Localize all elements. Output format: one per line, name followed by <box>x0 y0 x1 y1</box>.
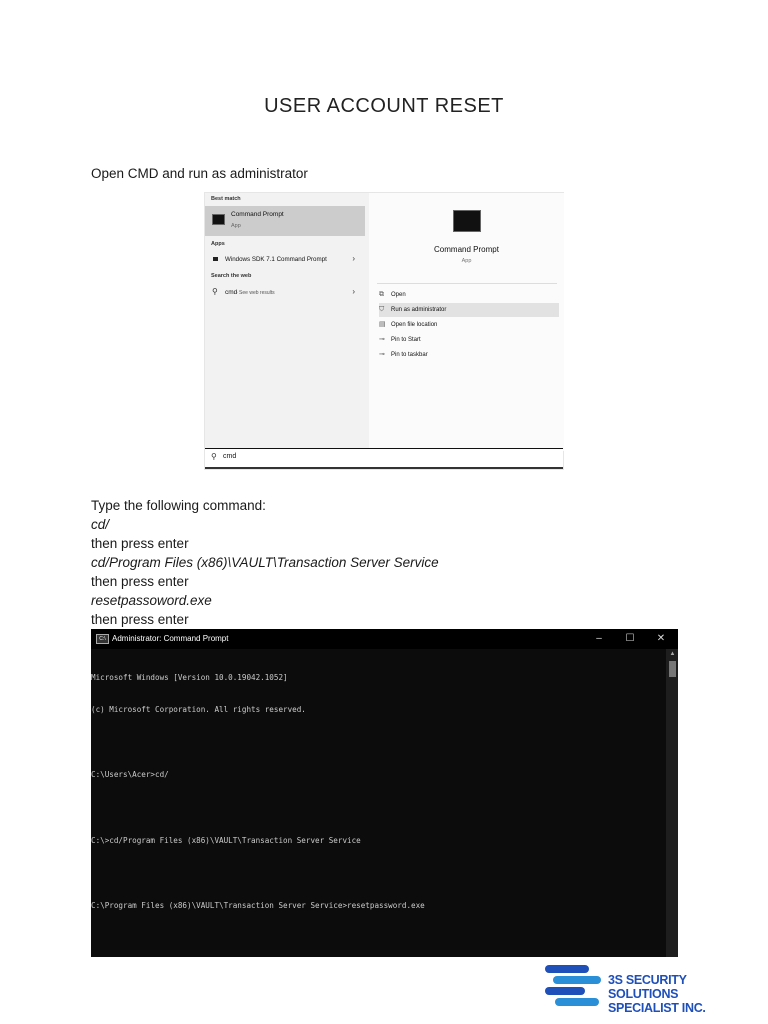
command-prompt-icon <box>212 214 225 225</box>
console-line: C:\Program Files (x86)\VAULT\Transaction Server Service>resetpassword.exe <box>91 900 425 910</box>
command-3: resetpassoword.exe <box>91 593 212 608</box>
close-button[interactable]: ✕ <box>656 633 666 644</box>
step2-intro: Type the following command: <box>91 498 266 513</box>
command-2: cd/Program Files (x86)\VAULT\Transaction Server Service <box>91 555 439 570</box>
web-result-item[interactable] <box>205 286 369 300</box>
action-label: Pin to taskbar <box>391 352 428 358</box>
action-pin-to-taskbar[interactable] <box>379 348 559 362</box>
search-icon: ⚲ <box>211 452 217 461</box>
enter-1: then press enter <box>91 536 189 551</box>
action-open-file-location[interactable] <box>379 318 559 332</box>
web-query: cmd <box>225 289 238 296</box>
company-name-line1: 3S SECURITY SOLUTIONS <box>608 973 687 1001</box>
console-icon: C:\ <box>96 634 109 644</box>
page-title: USER ACCOUNT RESET <box>264 95 504 117</box>
console-line <box>91 738 661 749</box>
pin-icon: ⊸ <box>379 351 385 358</box>
chevron-right-icon[interactable]: › <box>352 254 355 263</box>
app-item-sdk[interactable] <box>205 253 369 267</box>
start-menu-screenshot <box>204 192 564 470</box>
enter-3: then press enter <box>91 612 189 627</box>
action-label: Open file location <box>391 322 438 328</box>
best-match-type: App <box>231 223 241 229</box>
divider <box>377 283 557 284</box>
best-match-item[interactable] <box>205 206 365 236</box>
enter-2: then press enter <box>91 574 189 589</box>
console-line: C:\Users\Acer>cd/ <box>91 770 169 780</box>
pin-icon: ⊸ <box>379 336 385 343</box>
console-line <box>91 803 661 814</box>
results-pane <box>205 193 369 451</box>
scroll-up-icon[interactable]: ▲ <box>669 651 676 657</box>
action-run-as-admin[interactable] <box>379 303 559 317</box>
console-line: C:\>cd/Program Files (x86)\VAULT\Transaction Server Service <box>91 835 361 845</box>
action-pin-to-start[interactable] <box>379 333 559 347</box>
scroll-thumb[interactable] <box>669 661 676 677</box>
scrollbar[interactable] <box>666 649 678 957</box>
command-1: cd/ <box>91 517 110 532</box>
search-web-label: Search the web <box>211 273 252 279</box>
search-input[interactable]: cmd <box>223 453 237 460</box>
step1-text: Open CMD and run as administrator <box>91 166 308 181</box>
minimize-button[interactable]: – <box>596 633 602 644</box>
command-prompt-window <box>91 629 678 957</box>
company-logo <box>543 963 758 1013</box>
chevron-right-icon[interactable]: › <box>352 287 355 296</box>
logo-mark-icon <box>543 963 603 1013</box>
best-match-name: Command Prompt <box>231 211 284 218</box>
web-hint: - See web results <box>236 290 275 296</box>
window-title: Administrator: Command Prompt <box>112 634 229 643</box>
action-open[interactable] <box>379 288 559 302</box>
console-output[interactable] <box>91 651 661 933</box>
open-icon: ⧉ <box>379 291 384 298</box>
app-item-label: Windows SDK 7.1 Command Prompt <box>225 256 327 263</box>
company-name <box>608 973 758 1015</box>
search-icon: ⚲ <box>212 287 218 296</box>
console-line: Microsoft Windows [Version 10.0.19042.1052] <box>91 672 288 682</box>
detail-name: Command Prompt <box>434 245 499 254</box>
shield-icon: ⛉ <box>379 306 385 313</box>
console-line: (c) Microsoft Corporation. All rights reserved. <box>91 705 306 715</box>
detail-type: App <box>461 258 472 264</box>
command-prompt-large-icon <box>453 210 481 232</box>
action-label: Pin to Start <box>391 337 421 343</box>
app-icon <box>213 257 218 261</box>
apps-label: Apps <box>211 241 225 247</box>
console-line <box>91 868 661 879</box>
search-box[interactable] <box>205 448 563 469</box>
best-match-label: Best match <box>211 196 241 202</box>
company-name-line2: SPECIALIST INC. <box>608 1001 706 1015</box>
action-label: Run as administrator <box>391 307 447 313</box>
details-pane <box>369 193 564 451</box>
folder-icon: ▤ <box>379 321 386 328</box>
title-bar[interactable] <box>91 629 678 649</box>
maximize-button[interactable]: ☐ <box>625 633 635 644</box>
action-label: Open <box>391 292 406 298</box>
